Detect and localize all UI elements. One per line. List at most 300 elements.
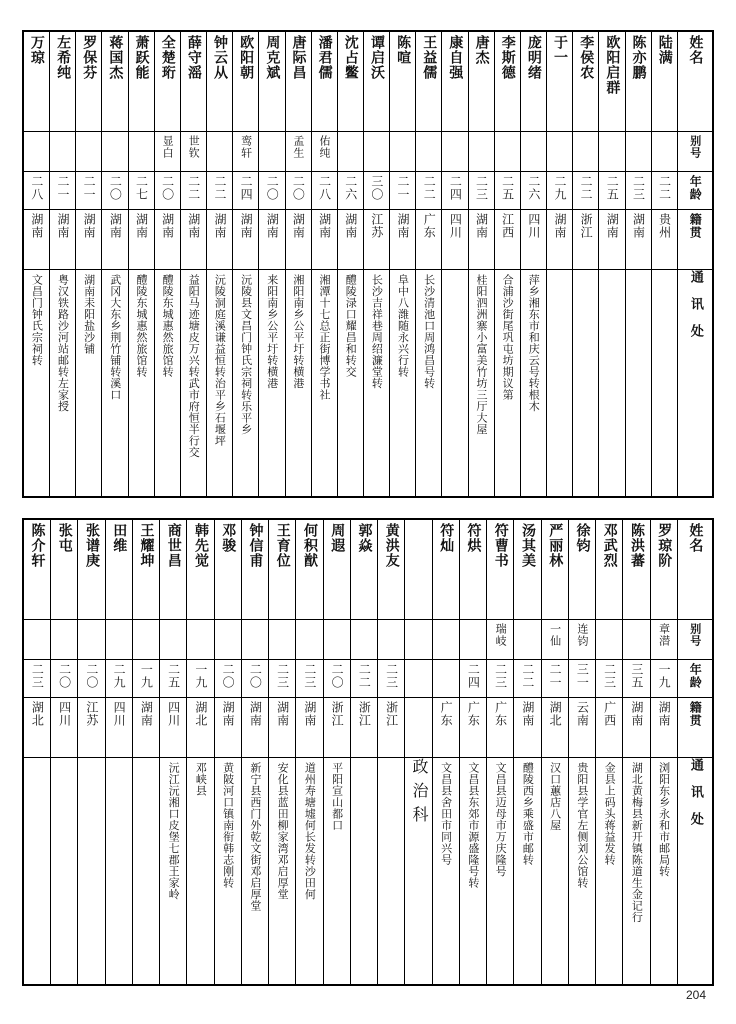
roster-value-name: 黄洪友 <box>383 523 400 568</box>
roster-value-name: 符烘 <box>465 523 482 553</box>
roster-value-age: 二五 <box>605 174 620 201</box>
roster-row-name <box>23 31 713 131</box>
roster-cell-name <box>50 31 76 131</box>
roster-cell-age <box>494 171 520 209</box>
roster-value-native: 湖南 <box>631 212 646 239</box>
roster-cell-native <box>468 209 494 269</box>
roster-cell-native <box>625 209 651 269</box>
roster-value-address: 长沙清池口周鸿昌号转 <box>422 273 436 389</box>
roster-value-native: 四川 <box>166 700 181 727</box>
roster-cell-name <box>23 519 51 619</box>
roster-cell-age <box>651 171 677 209</box>
roster-cell-alias <box>296 619 323 659</box>
page-number: 204 <box>685 988 706 1002</box>
roster-header-label: 别号 <box>688 134 702 159</box>
roster-cell-address <box>405 757 432 985</box>
roster-value-age: 一九 <box>193 662 208 689</box>
roster-value-address: 黄陂河口镇南衔韩志刚转 <box>221 761 235 888</box>
roster-cell-name <box>23 31 50 131</box>
roster-header-label: 别号 <box>688 622 702 647</box>
roster-cell-alias <box>214 619 241 659</box>
roster-value-age: 二五 <box>500 174 515 201</box>
roster-cell-native <box>568 697 595 757</box>
roster-cell-alias <box>323 619 350 659</box>
roster-row-alias <box>23 619 713 659</box>
roster-value-address: 萍乡湘东市和庆云号转根木 <box>527 273 541 412</box>
roster-value-address: 新宁县西门外乾文街邓启厚堂 <box>248 761 262 911</box>
roster-value-name: 陆满 <box>656 35 673 65</box>
roster-cell-age <box>573 171 599 209</box>
roster-cell-alias <box>180 131 206 171</box>
roster-cell-name <box>269 519 296 619</box>
roster-cell-age <box>180 171 206 209</box>
roster-cell-age <box>350 659 377 697</box>
roster-cell-age <box>442 171 468 209</box>
roster-value-age: 二六 <box>526 174 541 201</box>
roster-value-name: 邓骏 <box>220 523 237 553</box>
roster-table-top <box>22 30 714 498</box>
roster-value-address: 粤汉铁路沙河站邮转左家授 <box>56 273 70 412</box>
roster-cell-age <box>105 659 132 697</box>
roster-value-name: 康自强 <box>447 35 464 80</box>
roster-value-native: 江西 <box>500 212 515 239</box>
roster-value-age: 二〇 <box>265 174 280 201</box>
roster-value-native: 湖南 <box>317 212 332 239</box>
roster-cell-age <box>50 171 76 209</box>
roster-cell-age <box>233 171 259 209</box>
roster-cell-address <box>568 757 595 985</box>
roster-value-address: 文昌门钟氏宗祠转 <box>30 273 44 366</box>
roster-cell-address <box>76 269 102 497</box>
roster-cell-native <box>207 209 233 269</box>
roster-value-address: 长沙吉祥巷周绍濂堂转 <box>370 273 384 389</box>
roster-cell-alias <box>76 131 102 171</box>
roster-cell-age <box>364 171 390 209</box>
roster-value-name: 商世昌 <box>165 523 182 568</box>
roster-cell-alias <box>416 131 442 171</box>
roster-value-name: 汤其美 <box>519 523 536 568</box>
roster-value-native: 江苏 <box>369 212 384 239</box>
roster-cell-age <box>187 659 214 697</box>
roster-value-address: 政治科 <box>409 757 429 830</box>
roster-value-name: 田维 <box>111 523 128 553</box>
roster-value-age: 二三 <box>631 174 646 201</box>
roster-cell-native <box>494 209 520 269</box>
roster-cell-name <box>296 519 323 619</box>
roster-cell-native <box>296 697 323 757</box>
roster-header-native <box>678 209 714 269</box>
roster-cell-native <box>128 209 154 269</box>
roster-header-label: 通讯处 <box>687 757 703 839</box>
roster-cell-native <box>350 697 377 757</box>
roster-header-label: 姓名 <box>687 523 704 553</box>
roster-value-native: 江苏 <box>84 700 99 727</box>
roster-cell-address <box>78 757 105 985</box>
roster-cell-alias <box>442 131 468 171</box>
roster-value-age: 二二 <box>186 174 201 201</box>
roster-cell-native <box>650 697 677 757</box>
roster-value-age: 二〇 <box>160 174 175 201</box>
roster-value-name: 张谱庚 <box>83 523 100 568</box>
roster-value-native: 云南 <box>575 700 590 727</box>
roster-value-age: 二二 <box>520 662 535 689</box>
roster-value-age: 二五 <box>166 662 181 689</box>
roster-value-name: 李斯德 <box>499 35 516 80</box>
roster-cell-name <box>241 519 268 619</box>
roster-value-age: 二二 <box>422 174 437 201</box>
roster-cell-name <box>78 519 105 619</box>
roster-cell-age <box>416 171 442 209</box>
roster-value-age: 二一 <box>56 174 71 201</box>
roster-cell-age <box>596 659 623 697</box>
roster-value-address: 汉口蕙店八屋 <box>548 761 562 831</box>
roster-cell-native <box>390 209 416 269</box>
roster-cell-alias <box>23 131 50 171</box>
roster-cell-native <box>51 697 78 757</box>
roster-cell-native <box>233 209 259 269</box>
roster-cell-address <box>541 757 568 985</box>
roster-cell-address <box>296 757 323 985</box>
roster-value-native: 广东 <box>422 212 437 239</box>
roster-value-name: 钟云从 <box>212 35 228 80</box>
roster-value-native: 湖南 <box>605 212 620 239</box>
roster-cell-native <box>520 209 546 269</box>
roster-value-name: 郭焱 <box>356 523 373 553</box>
roster-value-age: 二〇 <box>330 662 345 689</box>
roster-value-name: 欧阳启群 <box>604 35 621 95</box>
roster-value-age: 二〇 <box>291 174 306 201</box>
roster-cell-age <box>323 659 350 697</box>
roster-cell-native <box>214 697 241 757</box>
roster-value-address: 金县上码头蒋益发转 <box>603 761 617 865</box>
table-gap <box>22 498 714 518</box>
roster-value-native: 贵州 <box>657 212 672 239</box>
roster-row-alias <box>23 131 713 171</box>
roster-cell-alias <box>350 619 377 659</box>
roster-cell-name <box>285 31 311 131</box>
roster-cell-address <box>180 269 206 497</box>
roster-cell-alias <box>128 131 154 171</box>
roster-header-alias <box>678 619 714 659</box>
roster-value-name: 符曹书 <box>492 523 509 568</box>
roster-cell-name <box>128 31 154 131</box>
roster-value-alias: 章潜 <box>657 622 671 647</box>
roster-value-age: 二八 <box>29 174 44 201</box>
roster-value-name: 符灿 <box>438 523 455 553</box>
roster-cell-name <box>405 519 432 619</box>
roster-value-name: 于一 <box>552 35 569 65</box>
roster-value-native: 四川 <box>448 212 463 239</box>
roster-value-name: 罗琼阶 <box>656 523 673 568</box>
roster-value-native: 湖南 <box>221 700 236 727</box>
roster-cell-native <box>187 697 214 757</box>
roster-value-native: 湖南 <box>248 700 263 727</box>
roster-value-address: 湘潭十七总正街博学书社 <box>318 273 332 400</box>
roster-cell-native <box>596 697 623 757</box>
roster-cell-name <box>468 31 494 131</box>
roster-value-native: 广东 <box>439 700 454 727</box>
roster-cell-alias <box>259 131 285 171</box>
roster-value-age: 一九 <box>139 662 154 689</box>
roster-value-address: 醴陵渌口耀昌和转交 <box>344 273 358 377</box>
roster-cell-alias <box>568 619 595 659</box>
roster-cell-name <box>323 519 350 619</box>
roster-cell-native <box>105 697 132 757</box>
roster-value-age: 二三 <box>30 662 45 689</box>
roster-value-alias: 瑞岐 <box>494 622 508 647</box>
roster-cell-name <box>547 31 573 131</box>
roster-value-age: 二六 <box>343 174 358 201</box>
roster-cell-alias <box>541 619 568 659</box>
roster-cell-alias <box>520 131 546 171</box>
roster-value-name: 何积猷 <box>301 523 318 568</box>
roster-value-age: 二〇 <box>84 662 99 689</box>
roster-value-age: 三五 <box>629 662 644 689</box>
roster-cell-native <box>180 209 206 269</box>
roster-value-name: 严丽林 <box>547 523 564 568</box>
roster-value-name: 罗保芬 <box>81 35 98 80</box>
roster-cell-native <box>160 697 187 757</box>
roster-cell-alias <box>285 131 311 171</box>
roster-cell-name <box>364 31 390 131</box>
roster-cell-name <box>214 519 241 619</box>
roster-value-native: 湖南 <box>239 212 254 239</box>
roster-cell-native <box>378 697 405 757</box>
roster-cell-address <box>241 757 268 985</box>
roster-cell-age <box>468 171 494 209</box>
roster-value-native: 四川 <box>526 212 541 239</box>
roster-cell-native <box>573 209 599 269</box>
roster-cell-address <box>128 269 154 497</box>
roster-cell-native <box>541 697 568 757</box>
roster-cell-age <box>623 659 650 697</box>
roster-value-name: 李侯农 <box>578 35 595 80</box>
roster-value-native: 湖南 <box>186 212 201 239</box>
roster-value-name: 王育位 <box>274 523 291 568</box>
roster-cell-name <box>599 31 625 131</box>
roster-header-label: 通讯处 <box>687 269 703 351</box>
roster-header-alias <box>678 131 714 171</box>
roster-row-address <box>23 269 713 497</box>
roster-value-name: 沈占鳖 <box>342 35 359 80</box>
roster-row-name <box>23 519 713 619</box>
roster-cell-native <box>23 697 51 757</box>
roster-cell-native <box>651 209 677 269</box>
roster-cell-address <box>650 757 677 985</box>
roster-value-name: 王耀坤 <box>138 523 155 568</box>
roster-cell-name <box>623 519 650 619</box>
roster-value-name: 萧跃能 <box>133 35 150 80</box>
roster-value-age: 二二 <box>212 174 227 201</box>
roster-cell-address <box>132 757 159 985</box>
roster-cell-alias <box>154 131 180 171</box>
roster-cell-alias <box>651 131 677 171</box>
roster-cell-age <box>296 659 323 697</box>
roster-value-address: 邓峡县 <box>194 761 208 796</box>
roster-cell-native <box>285 209 311 269</box>
roster-cell-age <box>241 659 268 697</box>
roster-cell-alias <box>596 619 623 659</box>
roster-value-age: 二一 <box>548 662 563 689</box>
roster-cell-address <box>432 757 459 985</box>
roster-cell-address <box>390 269 416 497</box>
roster-cell-address <box>514 757 541 985</box>
roster-value-address: 醴陵西乡乘盛市邮转 <box>521 761 535 865</box>
roster-cell-native <box>459 697 486 757</box>
roster-cell-name <box>378 519 405 619</box>
roster-header-label: 年龄 <box>688 662 703 689</box>
roster-value-address: 阜中八潍随永兴行转 <box>396 273 410 377</box>
roster-value-native: 湖南 <box>160 212 175 239</box>
roster-value-name: 陈亦鹏 <box>630 35 647 80</box>
roster-value-age: 二八 <box>317 174 332 201</box>
roster-cell-alias <box>547 131 573 171</box>
roster-value-name: 蒋国杰 <box>107 35 124 80</box>
roster-cell-address <box>623 757 650 985</box>
roster-value-native: 湖南 <box>139 700 154 727</box>
roster-value-alias: 孟生 <box>291 134 305 159</box>
roster-value-native: 湖南 <box>343 212 358 239</box>
roster-cell-alias <box>78 619 105 659</box>
roster-value-address: 湖南耒阳盐沙铺 <box>82 273 96 354</box>
roster-header-age <box>678 171 714 209</box>
roster-value-native: 湖北 <box>30 700 45 727</box>
roster-cell-name <box>105 519 132 619</box>
roster-value-address: 贵阳县学官左侧刘公馆转 <box>575 761 589 888</box>
roster-cell-age <box>405 659 432 697</box>
roster-cell-age <box>487 659 514 697</box>
roster-value-age: 三〇 <box>369 174 384 201</box>
roster-cell-native <box>599 209 625 269</box>
roster-cell-native <box>269 697 296 757</box>
roster-cell-age <box>154 171 180 209</box>
roster-cell-name <box>132 519 159 619</box>
roster-value-native: 湖南 <box>520 700 535 727</box>
roster-cell-address <box>259 269 285 497</box>
roster-value-alias: 鸾轩 <box>239 134 253 159</box>
roster-cell-name <box>573 31 599 131</box>
roster-value-address: 浏阳东乡永和市邮局转 <box>657 761 671 877</box>
roster-value-name: 张屯 <box>56 523 73 553</box>
roster-value-native: 湖南 <box>275 700 290 727</box>
roster-cell-name <box>337 31 363 131</box>
roster-cell-name <box>520 31 546 131</box>
roster-cell-native <box>78 697 105 757</box>
roster-value-native: 湖南 <box>629 700 644 727</box>
roster-header-address <box>678 269 714 497</box>
roster-header-age <box>678 659 714 697</box>
roster-value-age: 二四 <box>466 662 481 689</box>
roster-cell-alias <box>623 619 650 659</box>
roster-cell-address <box>337 269 363 497</box>
roster-cell-alias <box>459 619 486 659</box>
roster-cell-age <box>269 659 296 697</box>
roster-value-native: 广东 <box>466 700 481 727</box>
roster-value-name: 庞明绪 <box>525 35 542 80</box>
roster-cell-name <box>514 519 541 619</box>
roster-cell-address <box>651 269 677 497</box>
roster-value-address: 湖北黄梅县新开镇陈道生金记行 <box>630 761 644 923</box>
roster-value-native: 湖北 <box>193 700 208 727</box>
roster-value-name: 谭启沃 <box>368 35 385 80</box>
roster-cell-alias <box>650 619 677 659</box>
roster-cell-alias <box>514 619 541 659</box>
roster-cell-address <box>378 757 405 985</box>
roster-cell-address <box>487 757 514 985</box>
roster-cell-name <box>311 31 337 131</box>
roster-cell-age <box>650 659 677 697</box>
roster-cell-native <box>487 697 514 757</box>
roster-cell-name <box>233 31 259 131</box>
roster-row-native <box>23 697 713 757</box>
roster-cell-address <box>350 757 377 985</box>
roster-value-address: 合浦沙街尾巩屯坊期议第 <box>501 273 515 400</box>
roster-cell-alias <box>241 619 268 659</box>
roster-cell-alias <box>337 131 363 171</box>
roster-cell-address <box>468 269 494 497</box>
roster-row-age <box>23 171 713 209</box>
roster-value-native: 湖南 <box>474 212 489 239</box>
roster-value-address: 平阳宣山都口 <box>330 761 344 831</box>
roster-value-age: 二二 <box>357 662 372 689</box>
roster-cell-native <box>416 209 442 269</box>
roster-value-age: 二四 <box>239 174 254 201</box>
roster-cell-address <box>285 269 311 497</box>
roster-value-name: 邓武烈 <box>601 523 618 568</box>
roster-cell-alias <box>160 619 187 659</box>
roster-cell-name <box>102 31 128 131</box>
roster-value-age: 二三 <box>384 662 399 689</box>
roster-value-name: 王益儒 <box>421 35 438 80</box>
roster-cell-alias <box>432 619 459 659</box>
roster-cell-name <box>650 519 677 619</box>
roster-cell-alias <box>187 619 214 659</box>
roster-value-address: 安化县蓝田柳家湾邓启厚堂 <box>276 761 290 900</box>
roster-cell-native <box>102 209 128 269</box>
roster-value-age: 二〇 <box>108 174 123 201</box>
roster-cell-address <box>599 269 625 497</box>
roster-cell-alias <box>105 619 132 659</box>
roster-value-native: 湖南 <box>302 700 317 727</box>
roster-cell-address <box>207 269 233 497</box>
roster-value-name: 唐杰 <box>473 35 490 65</box>
roster-cell-alias <box>468 131 494 171</box>
roster-value-age: 二二 <box>579 174 594 201</box>
roster-cell-name <box>568 519 595 619</box>
roster-cell-name <box>442 31 468 131</box>
roster-value-address: 道州寿塘墟何长发转沙田何 <box>303 761 317 900</box>
roster-cell-age <box>78 659 105 697</box>
roster-value-name: 薛守滛 <box>185 35 202 80</box>
roster-value-name: 周遐 <box>329 523 346 553</box>
roster-cell-name <box>625 31 651 131</box>
roster-cell-alias <box>364 131 390 171</box>
roster-cell-name <box>390 31 416 131</box>
roster-cell-native <box>514 697 541 757</box>
roster-value-alias: 世钦 <box>187 134 201 159</box>
roster-value-native: 湖南 <box>552 212 567 239</box>
roster-value-name: 万琼 <box>28 35 45 65</box>
roster-value-address: 武冈大东乡荆竹铺转溪口 <box>108 273 122 400</box>
roster-cell-address <box>364 269 390 497</box>
roster-cell-name <box>432 519 459 619</box>
roster-cell-address <box>160 757 187 985</box>
roster-value-native: 湖南 <box>291 212 306 239</box>
roster-cell-address <box>102 269 128 497</box>
roster-value-age: 三一 <box>575 662 590 689</box>
roster-table-bottom <box>22 518 714 986</box>
roster-cell-name <box>541 519 568 619</box>
